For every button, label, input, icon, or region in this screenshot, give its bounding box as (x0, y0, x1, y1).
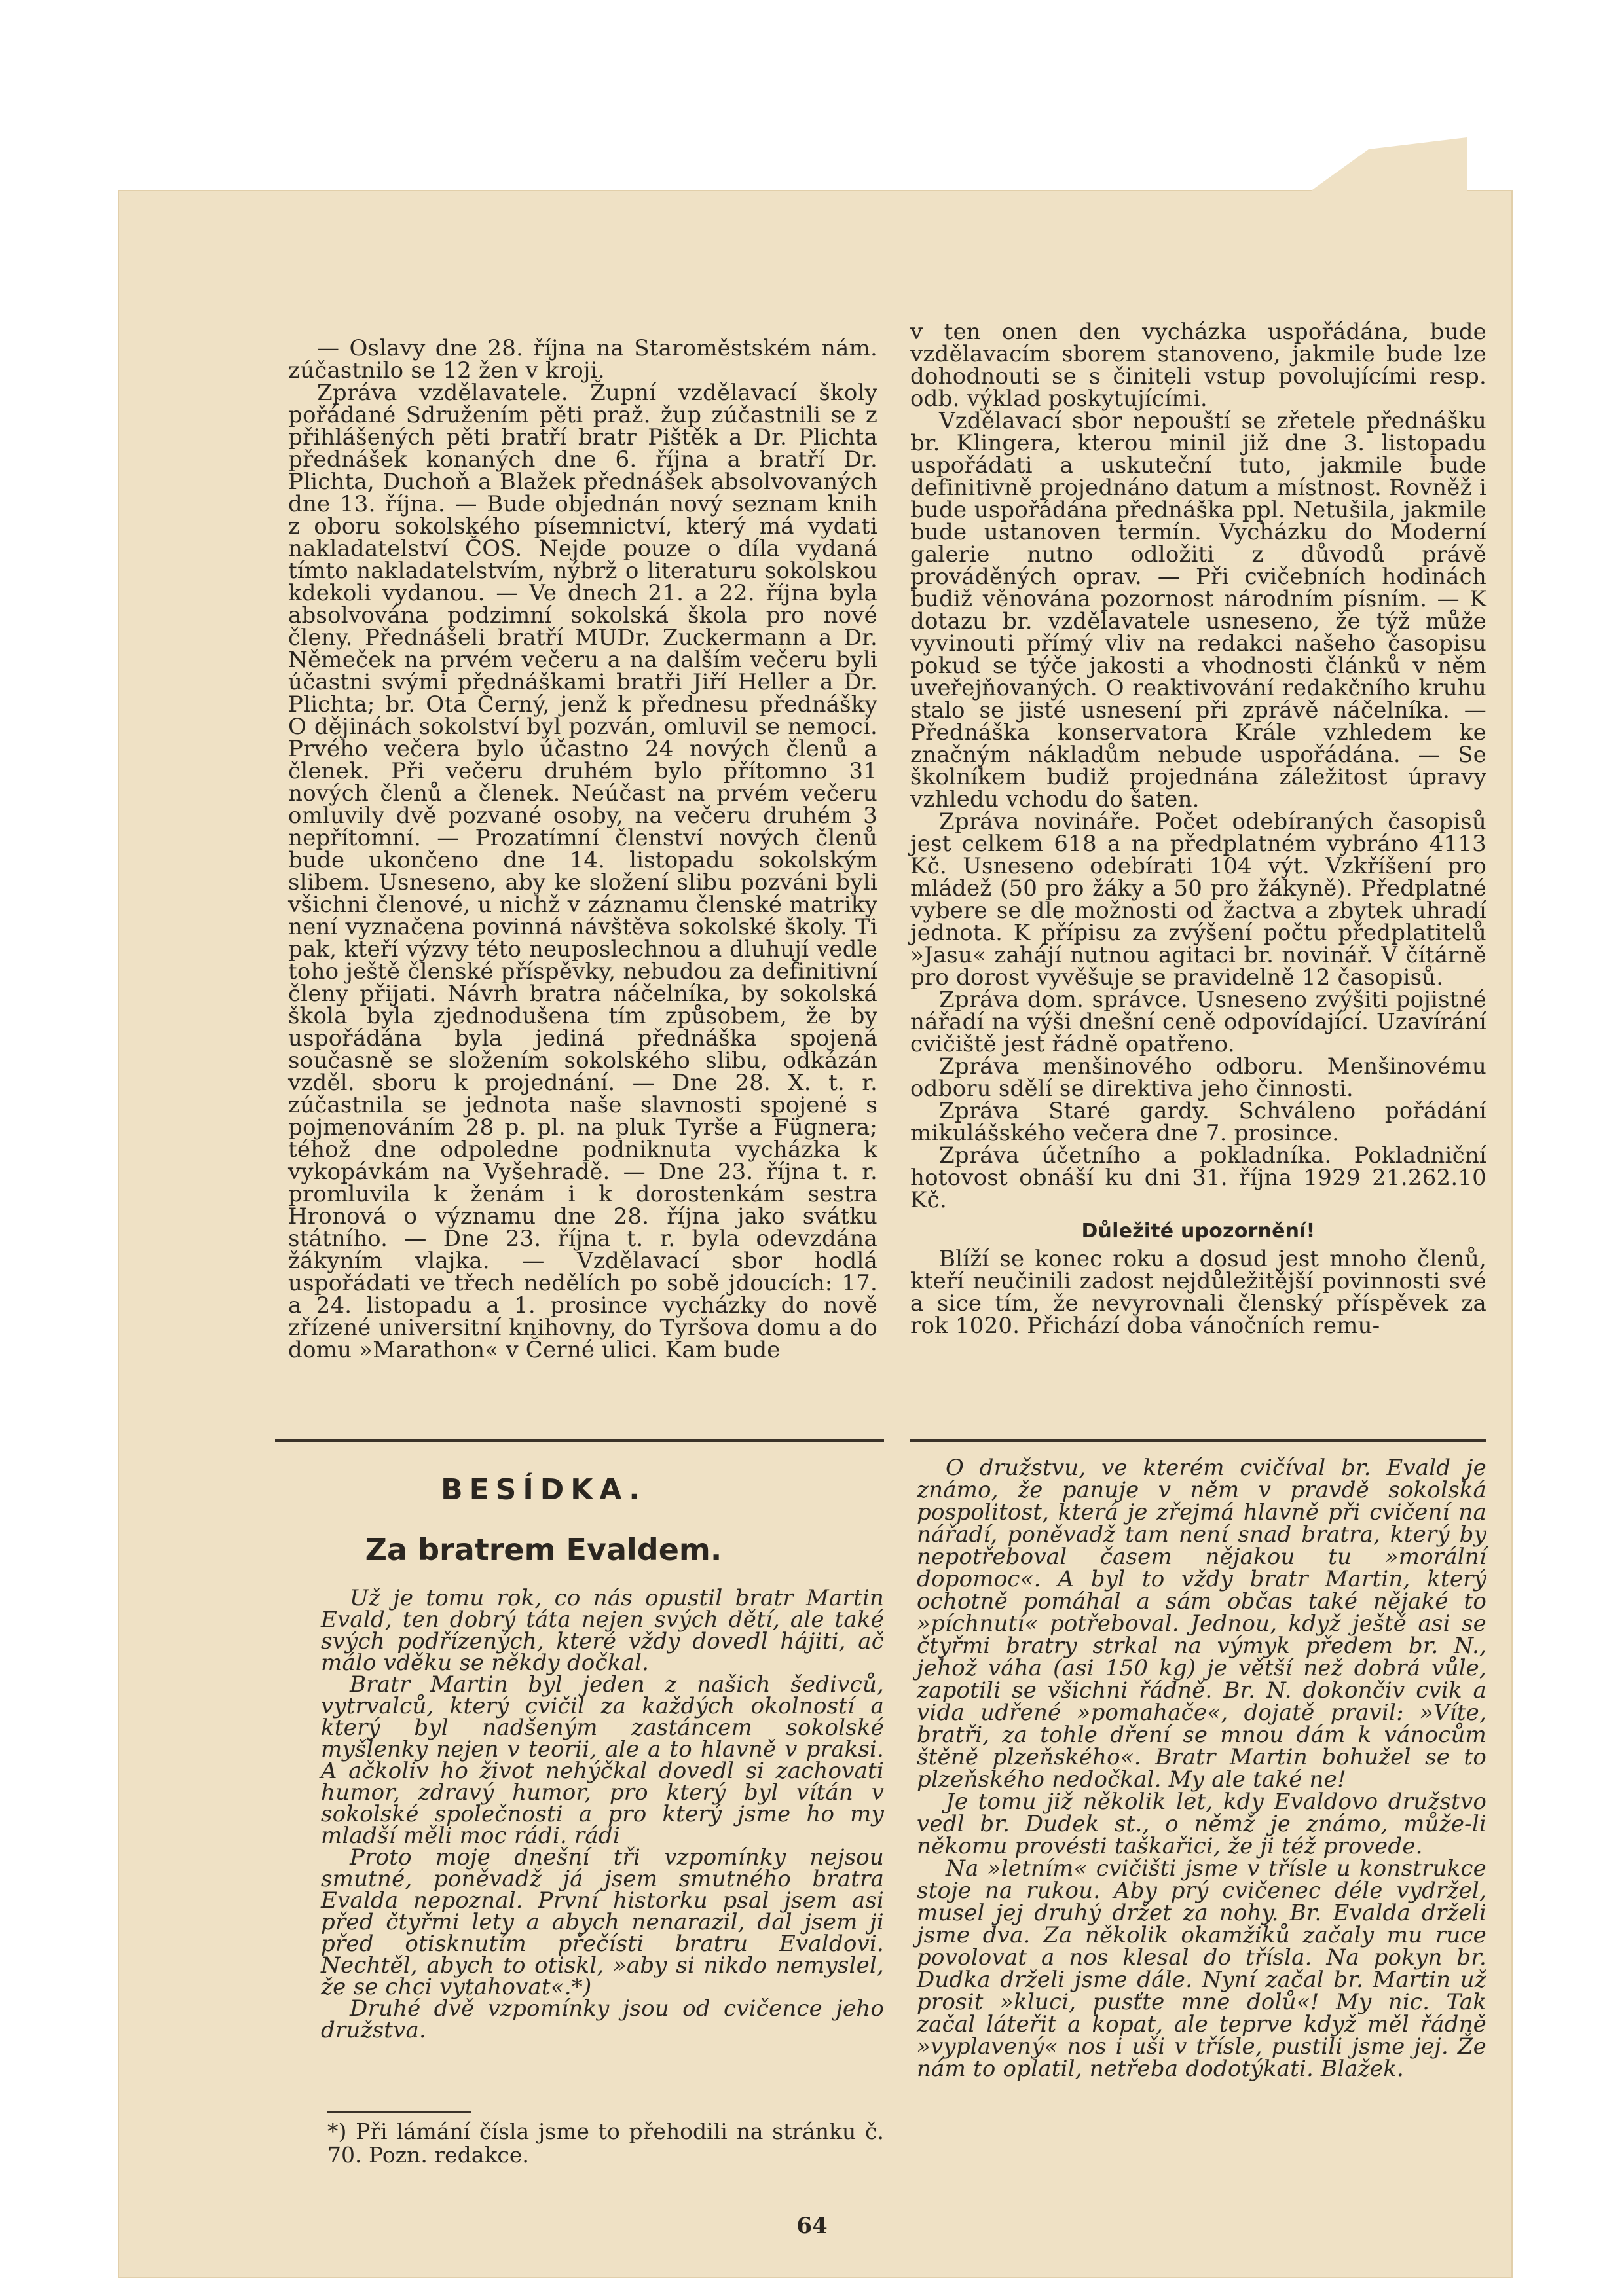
story-paragraph: Na »letním« cvičišti jsme v třísle u konstrukce stoje na rukou. Aby prý cvičenec déle vydržel, musel jej druhý držet za nohy. Br. Evalda drželi jsme dva. Za několik okamžiků začaly mu ruce povolovat a nos klesal do třísla. Na pokyn br. Dudka drželi jsme dále. Nyní začal br. Martin už prosit »kluci, pusťte mne dolů«! My nic. Tak začal láteřit a kopat, ale teprve když měl řádně »vyplavený« nos i uši v třísle, pustili jsme jej. Že nám to oplatil, netřeba dodotýkati. Blažek. (917, 1855, 1486, 2082)
section-divider-right (910, 1439, 1486, 1442)
right-paragraph: Zpráva Staré gardy. Schváleno pořádání mikulášského večera dne 7. prosince. (910, 1098, 1486, 1146)
besidka-left-column (321, 1585, 884, 2043)
besidka-heading: BESÍDKA. (441, 1473, 646, 1506)
left-paragraph: — Oslavy dne 28. října na Staroměstském nám. zúčastnilo se 12 žen v kroji. (288, 335, 877, 384)
notice-title: Důležité upozornění! (1081, 1220, 1316, 1243)
right-paragraph: Zpráva menšinového odboru. Menšinovému odboru sdělí se direktiva jeho činnosti. (910, 1053, 1486, 1102)
right-paragraph: Zpráva dom. správce. Usneseno zvýšiti pojistné nářadí na výši dnešní ceně odpovídající. Uzavírání cvičiště jest řádně opatřeno. (910, 987, 1486, 1057)
story-paragraph: Druhé dvě vzpomínky jsou od cvičence jeho družstva. (321, 1995, 884, 2043)
right-column (910, 321, 1486, 1337)
left-paragraph: Zpráva vzdělavatele. Župní vzdělavací školy pořádané Sdružením pěti praž. žup zúčastnili se z přihlášených pěti bratří bratr Pištěk a Dr. Plichta přednášek konaných dne 6. října a bratří Dr. Plichta, Duchoň a Blažek přednášek absolvovaných dne 13. října. — Bude objednán nový seznam knih z oboru sokolského písemnictví, který má vydati nakladatelství ČOS. Nejde pouze o díla vydaná tímto nakladatelstvím, nýbrž o literaturu sokolskou kdekoli vydanou. — Ve dnech 21. a 22. října byla absolvována podzimní sokolská škola pro nové členy. Přednášeli bratří MUDr. Zuckermann a Dr. Němeček na prvém večeru a na dalším večeru byli účastni svými přednáškami bratři Jiří Heller a Dr. Plichta; br. Ota Černý, jenž k přednesu přednášky O dějinách sokolství byl pozván, omluvil se nemocí. Prvého večera bylo účastno 24 nových členů a členek. Při večeru druhém bylo přítomno 31 nových členů a členek. Neúčast na prvém večeru omluvily dvě pozvané osoby, na večeru druhém 3 nepřítomní. — Prozatímní členství nových členů bude ukončeno dne 14. listopadu sokolským slibem. Usneseno, aby ke složení slibu pozváni byli všichni členové, u nichž v záznamu členské matriky není vyznačena povinná návštěva sokolské školy. Ti pak, kteří výzvy této neuposlechnou a dluhují vedle toho ještě členské příspěvky, nebudou za definitivní členy přijati. Návrh bratra náčelníka, by sokolská škola byla zjednodušena tím způsobem, že by uspořádána byla jediná přednáška spojená současně se složením sokolského slibu, odkázán vzděl. sboru k projednání. — Dne 28. X. t. r. zúčastnila se jednota naše slavnosti spojené s pojmenováním 28 p. pl. na pluk Tyrše a Fügnera; téhož dne odpoledne podniknuta vycházka k vykopávkám na Vyšehradě. — Dne 23. října t. r. promluvila k ženám i k dorostenkám sestra Hronová o významu dne 28. října jako svátku státního. — Dne 23. října t. r. byla odevzdána žákyním vlajka. — Vzdělavací sbor hodlá uspořádati ve třech nedělích po sobě jdoucích: 17. a 24. listopadu a 1. prosince vycházky do nově zřízené universitní knihovny, do Tyršova domu a do domu »Marathon« v Černé ulici. Kam bude (288, 380, 877, 1363)
story-paragraph: Už je tomu rok, co nás opustil bratr Martin Evald, ten dobrý táta nejen svých dětí, ale také svých podřízených, které vždy dovedl hájiti, ač málo vděku se někdy dočkal. (321, 1585, 884, 1676)
left-column (288, 337, 877, 1361)
right-paragraph: Zpráva účetního a pokladníka. Pokladniční hotovost obnáší ku dni 31. října 1929 21.262.10 Kč. (910, 1142, 1486, 1213)
story-paragraph: Proto moje dnešní tři vzpomínky nejsou smutné, poněvadž já jsem smutného bratra Evalda nepoznal. První historku psal jsem asi před čtyřmi lety a abych nenarazil, dal jsem ji před otisknutím přečísti bratru Evaldovi. Nechtěl, abych to otiskl, »aby si nikdo nemyslel, že se chci vytahovat«.*) (321, 1844, 884, 2000)
notice-text: Blíží se konec roku a dosud jest mnoho členů, kteří neučinili zadost nejdůležitější povinnosti své a sice tím, že nevyrovnali členský příspěvek za rok 1020. Přichází doba vánočních remu- (910, 1246, 1486, 1339)
besidka-right-column (917, 1457, 1486, 2080)
section-divider-left (275, 1439, 884, 1442)
right-paragraph: Zpráva novináře. Počet odebíraných časopisů jest celkem 618 a na předplatném vybráno 4113 Kč. Usneseno odebírati 104 výt. Vzkříšení pro mládež (50 pro žáky a 50 pro žákyně). Předplatné vybere se dle možnosti od žactva a zbytek uhradí jednota. K přípisu za zvýšení počtu předplatitelů »Jasu« zahájí nutnou agitaci br. novinář. V čítárně pro dorost vyvěšuje se pravidelně 12 časopisů. (910, 809, 1486, 991)
story-title: Za bratrem Evaldem. (365, 1532, 722, 1567)
paper-torn-corner (1303, 137, 1467, 196)
story-paragraph: Je tomu již několik let, kdy Evaldovo družstvo vedl br. Dudek st., o němž je známo, může-li někomu provésti taškařici, že ji též provede. (917, 1789, 1486, 1859)
footnote-rule (327, 2111, 471, 2113)
right-paragraph: Vzdělavací sbor nepouští se zřetele přednášku br. Klingera, kterou minil již dne 3. listopadu uspořádati a uskuteční tuto, jakmile bude definitivně projednáno datum a místnost. Rovněž i bude uspořádána přednáška ppl. Netušila, jakmile bude ustanoven termín. Vycházku do Moderní galerie nutno odložiti z důvodů právě prováděných oprav. — Při cvičebních hodinách budiž věnována pozornost národním písním. — K dotazu br. vzdělavatele usneseno, že týž může vyvinouti přímý vliv na redakci našeho časopisu pokud se týče jakosti a vhodnosti článků v něm uveřejňovaných. O reaktivování redakčního kruhu stalo se jisté usnesení při zprávě náčelníka. — Přednáška konservatora Krále vzhledem ke značným nákladům nebude uspořádána. — Se školníkem budiž projednána záležitost úpravy vzhledu vchodu do šaten. (910, 408, 1486, 812)
right-paragraph: v ten onen den vycházka uspořádána, bude vzdělavacím sborem stanoveno, jakmile bude lze dohodnouti se s činiteli vstup povolujícími resp. odb. výklad poskytujícími. (910, 319, 1486, 412)
story-paragraph: O družstvu, ve kterém cvičíval br. Evald je známo, že panuje v něm v pravdě sokolská pospolitost, která je zřejmá hlavně při cvičení na nářadí, poněvadž tam není snad bratra, který by nepotřeboval časem nějakou tu »morální dopomoc«. A byl to vždy bratr Martin, který ochotně pomáhal a sám občas také nějaké to »píchnutí« potřeboval. Jednou, když ještě asi se čtyřmi bratry strkal na výmyk předem br. N., jehož váha (asi 150 kg) je větší než dobrá vůle, zapotili se všichni řádně. Br. N. dokončiv cvik a vida udřené »pomahače«, dojatě pravil: »Víte, bratři, za tohle dření se mnou dám k vánocům štěně plzeňského«. Bratr Martin bohužel se to plzeňského nedočkal. My ale také ne! (917, 1455, 1486, 1793)
footnote: *) Při lámání čísla jsme to přehodili na stránku č. 70. Pozn. redakce. (327, 2119, 884, 2168)
story-paragraph: Bratr Martin byl jeden z našich šedivců, vytrvalců, který cvičil za každých okolností a který byl nadšeným zastáncem sokolské myšlenky nejen v teorii, ale a to hlavně v praksi. A ačkoliv ho život nehýčkal dovedl si zachovati humor, zdravý humor, pro který byl vítán v sokolské společnosti a pro který jsme ho my mladší měli moc rádi. rádi (321, 1671, 884, 1849)
page-number: 64 (796, 2213, 828, 2239)
